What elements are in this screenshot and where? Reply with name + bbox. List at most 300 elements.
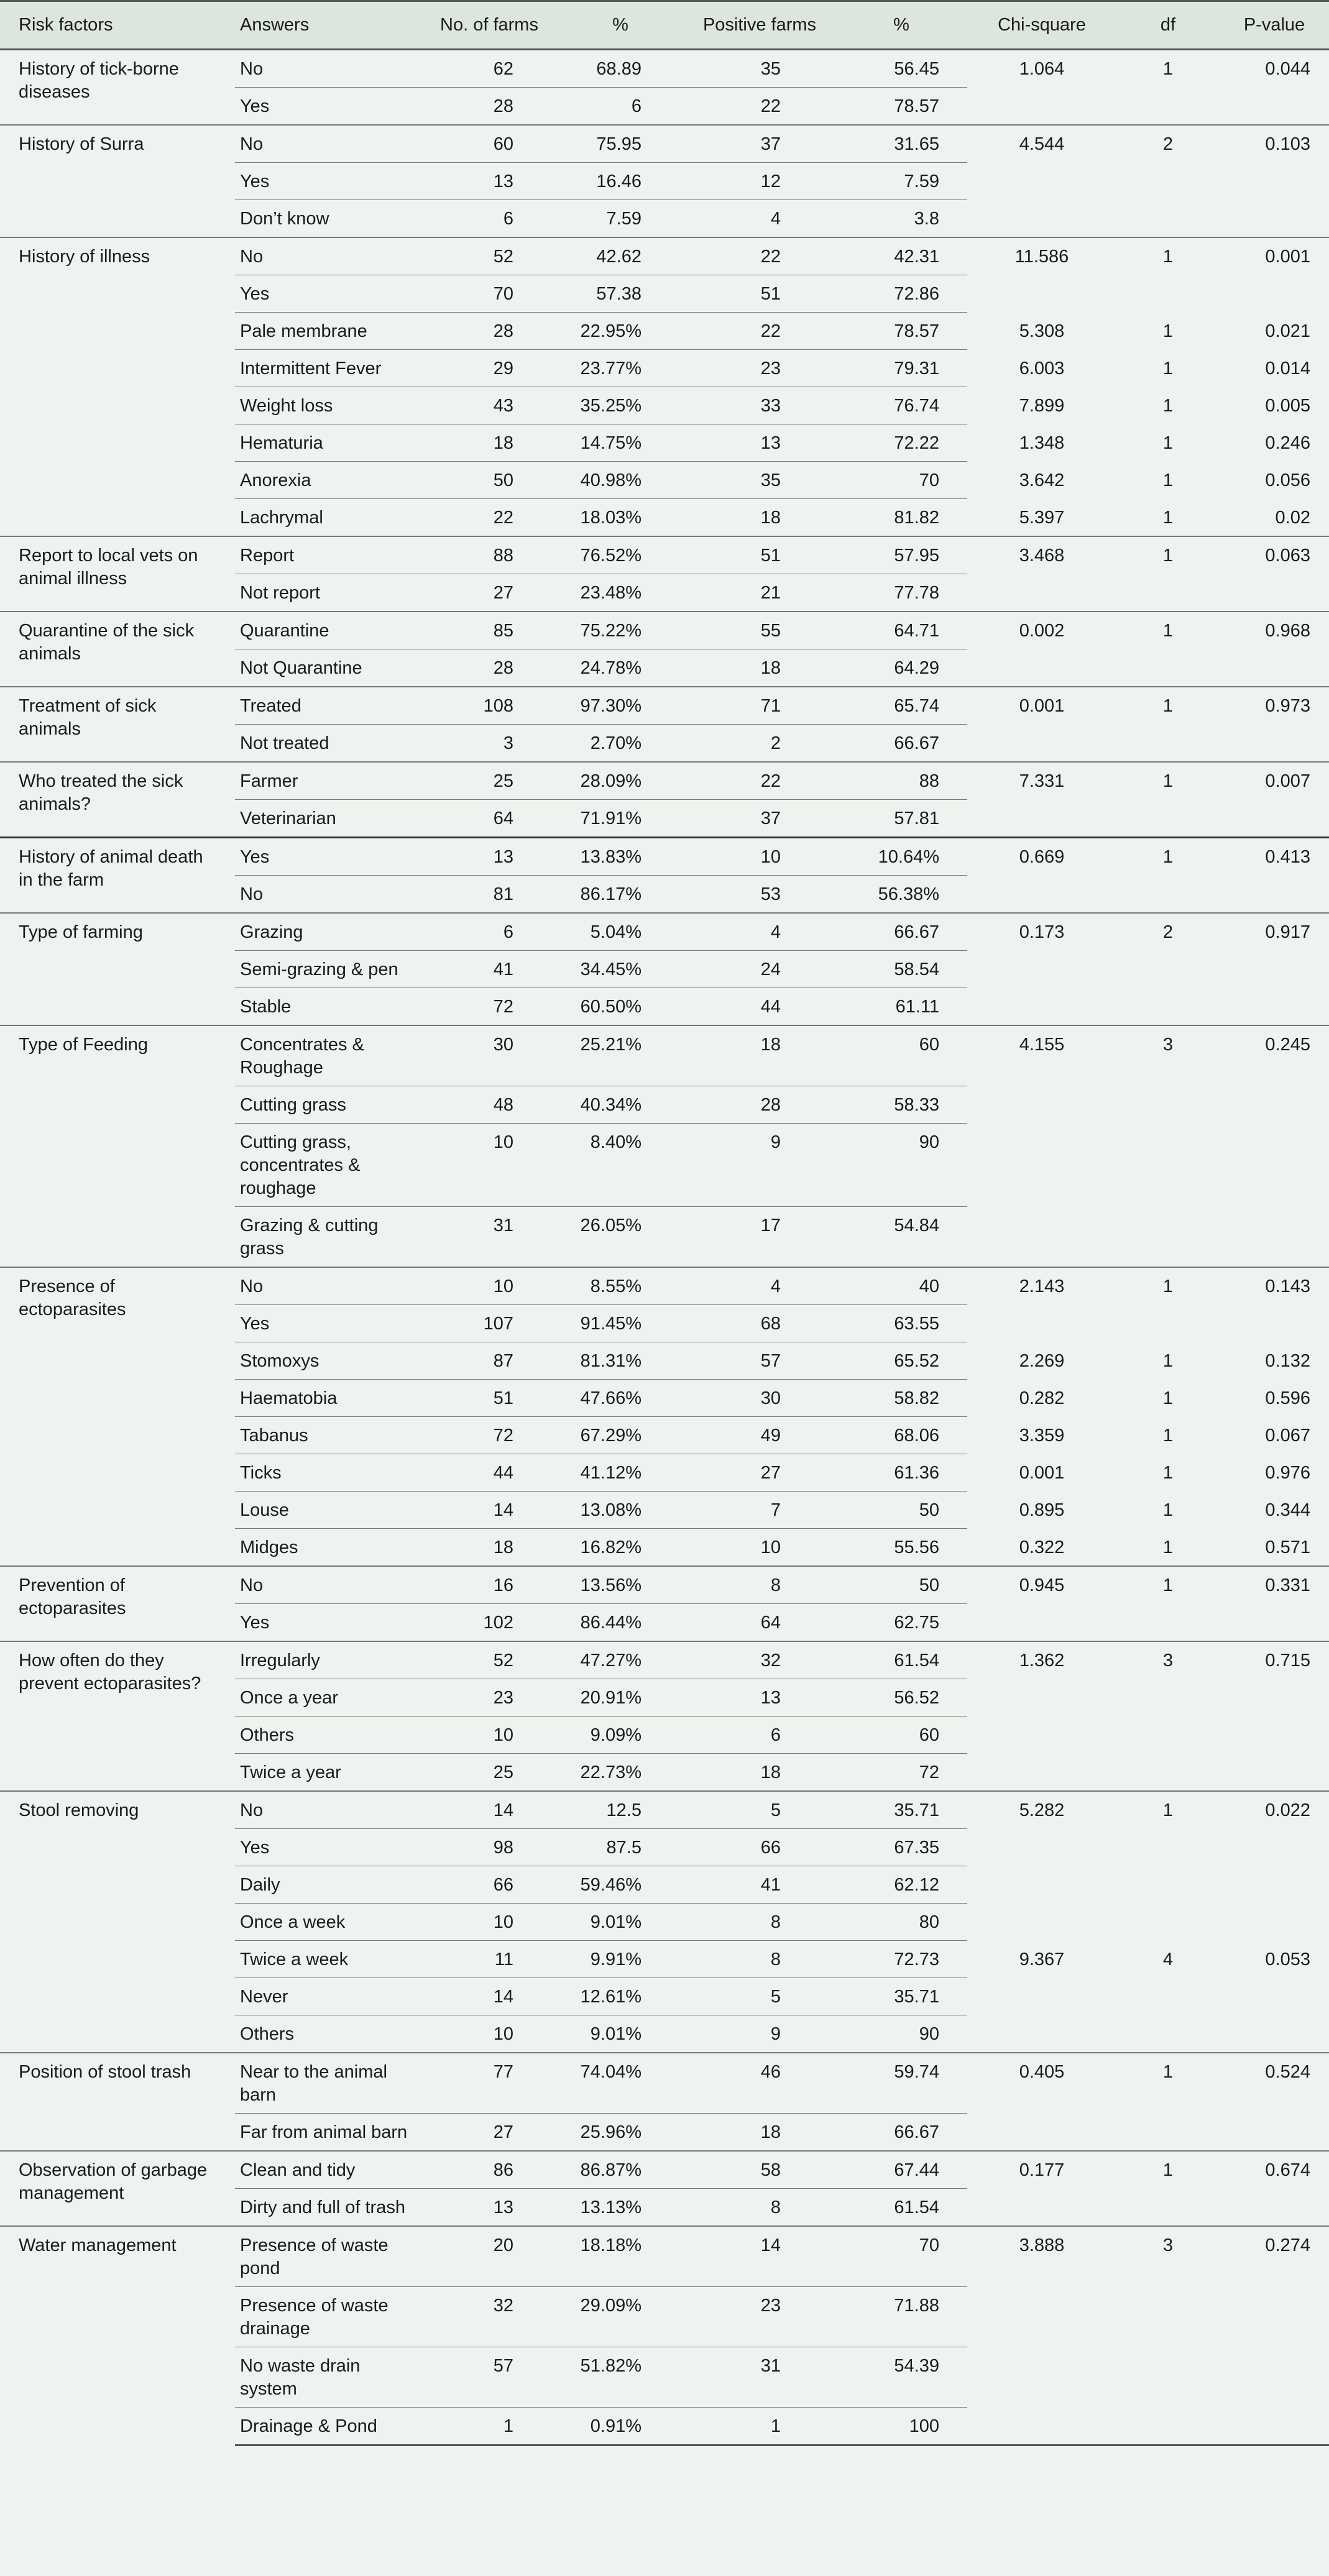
answer-cell: Tabanus [235, 1417, 421, 1454]
positive-farms-cell: 51 [684, 275, 835, 313]
risk-factor-cell: Type of farming [0, 913, 235, 1025]
answer-cell: Presence of waste pond [235, 2226, 421, 2287]
df-cell [1116, 951, 1220, 988]
df-cell: 1 [1162, 507, 1174, 528]
table-row [0, 838, 1329, 876]
chi-square-cell [967, 1978, 1116, 2015]
positive-percent-cell: 64.71 [835, 612, 967, 649]
no-of-farms-cell: 25 [421, 1754, 557, 1792]
df-cell: 1 [1162, 470, 1174, 490]
answer-cell: Daily [235, 1866, 421, 1904]
positive-farms-cell: 13 [684, 1679, 835, 1717]
positive-percent-cell: 90 [835, 1124, 967, 1207]
percent-cell: 28.09% [557, 762, 684, 800]
positive-percent-cell: 64.29 [835, 649, 967, 687]
percent-cell: 18.03% [557, 499, 684, 537]
no-of-farms-cell: 28 [421, 88, 557, 126]
p-value-cell [1220, 2408, 1329, 2445]
percent-cell: 74.04% [557, 2053, 684, 2114]
positive-percent-cell: 77.78 [835, 574, 967, 612]
risk-factor-cell: Water management [0, 2226, 235, 2445]
answer-cell: Grazing & cutting grass [235, 1207, 421, 1268]
answer-cell: Midges [235, 1529, 421, 1567]
positive-percent-cell: 35.71 [835, 1978, 967, 2015]
table-row [0, 50, 1329, 88]
risk-factor-cell: Treatment of sick animals [0, 687, 235, 762]
df-cell: 1 [1116, 762, 1220, 800]
answer-cell: Hematuria [235, 424, 421, 462]
percent-cell: 40.34% [557, 1086, 684, 1124]
positive-percent-cell: 54.84 [835, 1207, 967, 1268]
positive-farms-cell: 32 [684, 1641, 835, 1679]
positive-farms-cell: 5 [684, 1791, 835, 1829]
positive-percent-cell: 81.82 [835, 499, 967, 537]
no-of-farms-cell: 31 [421, 1207, 557, 1268]
risk-factor-cell: Stool removing [0, 1791, 235, 2053]
no-of-farms-cell: 13 [421, 163, 557, 200]
positive-percent-cell: 65.74 [835, 687, 967, 725]
p-value-cell: 0.067 [1265, 1425, 1310, 1446]
answer-cell: No [235, 237, 421, 275]
positive-percent-cell: 78.57 [835, 88, 967, 126]
chi-square-cell: 7.331 [967, 762, 1116, 800]
positive-percent-cell: 57.95 [835, 536, 967, 574]
risk-factor-cell: History of tick-borne diseases [19, 59, 179, 102]
positive-farms-cell: 68 [684, 1305, 835, 1342]
positive-farms-cell: 41 [684, 1866, 835, 1904]
df-cell [1116, 988, 1220, 1026]
positive-percent-cell: 72 [835, 1754, 967, 1792]
df-cell: 4 [1162, 1949, 1174, 1969]
answer-cell: Others [235, 2015, 421, 2053]
p-value-cell: 0.014 [1265, 358, 1310, 378]
risk-factor-cell: History of animal death in the farm [0, 838, 235, 914]
p-value-cell [1220, 2347, 1329, 2408]
chi-square-cell [967, 1305, 1116, 1342]
answer-cell: Yes [235, 1604, 421, 1642]
positive-percent-cell: 56.52 [835, 1679, 967, 1717]
positive-farms-cell: 9 [684, 1124, 835, 1207]
df-cell: 1 [1116, 1791, 1220, 1829]
positive-percent-cell: 66.67 [835, 725, 967, 763]
answer-cell: Quarantine [235, 612, 421, 649]
risk-factor-cell: Observation of garbage management [0, 2151, 235, 2226]
df-cell: 1 [1116, 612, 1220, 649]
header-percent: % [557, 1, 684, 50]
percent-cell: 75.95 [557, 125, 684, 163]
positive-percent-cell: 58.54 [835, 951, 967, 988]
percent-cell: 0.91% [557, 2408, 684, 2445]
df-cell: 1 [1162, 1350, 1174, 1371]
chi-square-cell [967, 800, 1116, 838]
positive-farms-cell: 35 [760, 59, 781, 79]
risk-factor-cell: Type of Feeding [0, 1025, 235, 1267]
percent-cell: 87.5 [557, 1829, 684, 1866]
positive-farms-cell: 8 [684, 1566, 835, 1604]
table-row [0, 2226, 1329, 2287]
no-of-farms-cell: 28 [421, 649, 557, 687]
positive-farms-cell: 30 [684, 1380, 835, 1417]
p-value-cell: 0.132 [1265, 1350, 1310, 1371]
positive-farms-cell: 37 [684, 125, 835, 163]
p-value-cell [1220, 2287, 1329, 2347]
positive-farms-cell: 51 [684, 536, 835, 574]
no-of-farms-cell: 1 [421, 2408, 557, 2445]
no-of-farms-cell: 18 [421, 1529, 557, 1567]
p-value-cell [1220, 725, 1329, 763]
p-value-cell: 0.413 [1220, 838, 1329, 876]
answer-cell: Cutting grass, concentrates & roughage [235, 1124, 421, 1207]
df-cell: 1 [1162, 358, 1174, 378]
answer-cell: Don’t know [235, 200, 421, 238]
percent-cell: 23.77% [557, 350, 684, 387]
no-of-farms-cell: 43 [421, 387, 557, 424]
positive-percent-cell: 42.31 [835, 237, 967, 275]
p-value-cell: 0.021 [1265, 321, 1310, 341]
p-value-cell: 0.524 [1220, 2053, 1329, 2114]
table-row [0, 2053, 1329, 2114]
no-of-farms-cell: 70 [421, 275, 557, 313]
chi-square-cell: 7.899 [1019, 395, 1065, 416]
df-cell [1116, 2015, 1220, 2053]
p-value-cell: 0.103 [1220, 125, 1329, 163]
positive-percent-cell: 79.31 [835, 350, 967, 387]
no-of-farms-cell: 87 [421, 1342, 557, 1380]
positive-percent-cell: 66.67 [835, 2114, 967, 2152]
df-cell: 2 [1116, 125, 1220, 163]
answer-cell: Semi-grazing & pen [235, 951, 421, 988]
p-value-cell [1220, 2015, 1329, 2053]
answer-cell: Farmer [235, 762, 421, 800]
percent-cell: 18.18% [557, 2226, 684, 2287]
p-value-cell [1220, 951, 1329, 988]
no-of-farms-cell: 10 [421, 1124, 557, 1207]
df-cell: 1 [1162, 59, 1174, 79]
positive-farms-cell: 53 [684, 876, 835, 914]
positive-percent-cell: 31.65 [835, 125, 967, 163]
header-answers: Answers [235, 1, 421, 50]
positive-percent-cell: 54.39 [835, 2347, 967, 2408]
answer-cell: Yes [235, 838, 421, 876]
no-of-farms-cell: 64 [421, 800, 557, 838]
no-of-farms-cell: 27 [421, 2114, 557, 2152]
df-cell: 1 [1162, 321, 1174, 341]
p-value-cell: 0.571 [1265, 1537, 1310, 1557]
df-cell [1116, 1124, 1220, 1207]
percent-cell: 13.56% [557, 1566, 684, 1604]
positive-percent-cell: 72.73 [835, 1941, 967, 1978]
df-cell: 1 [1162, 1500, 1174, 1520]
chi-square-cell: 3.642 [1019, 470, 1065, 490]
answer-cell: Others [235, 1717, 421, 1754]
p-value-cell [1220, 876, 1329, 914]
no-of-farms-cell: 30 [421, 1025, 557, 1086]
df-cell [1116, 2114, 1220, 2152]
no-of-farms-cell: 13 [421, 838, 557, 876]
no-of-farms-cell: 10 [421, 1904, 557, 1941]
answer-cell: Once a year [235, 1679, 421, 1717]
positive-percent-cell: 60 [835, 1717, 967, 1754]
positive-farms-cell: 10 [684, 1529, 835, 1567]
chi-square-cell [967, 1829, 1116, 1866]
no-of-farms-cell: 20 [421, 2226, 557, 2287]
percent-cell: 7.59 [557, 200, 684, 238]
chi-square-cell [967, 725, 1116, 763]
no-of-farms-cell: 52 [421, 1641, 557, 1679]
answer-cell: Far from animal barn [235, 2114, 421, 2152]
positive-percent-cell: 70 [835, 462, 967, 499]
percent-cell: 29.09% [557, 2287, 684, 2347]
p-value-cell: 0.344 [1265, 1500, 1310, 1520]
p-value-cell: 0.044 [1265, 59, 1310, 79]
positive-farms-cell: 18 [684, 1025, 835, 1086]
no-of-farms-cell: 98 [421, 1829, 557, 1866]
chi-square-cell: 9.367 [1019, 1949, 1065, 1969]
percent-cell: 76.52% [557, 536, 684, 574]
positive-percent-cell: 80 [835, 1904, 967, 1941]
chi-square-cell: 3.468 [967, 536, 1116, 574]
answer-cell: Yes [235, 1305, 421, 1342]
table-row [0, 762, 1329, 800]
answer-cell: Grazing [235, 913, 421, 951]
answer-cell: Treated [235, 687, 421, 725]
df-cell [1116, 2287, 1220, 2347]
no-of-farms-cell: 13 [421, 2189, 557, 2227]
no-of-farms-cell: 81 [421, 876, 557, 914]
positive-percent-cell: 70 [835, 2226, 967, 2287]
p-value-cell: 0.007 [1220, 762, 1329, 800]
positive-farms-cell: 64 [684, 1604, 835, 1642]
p-value-cell: 0.001 [1220, 237, 1329, 275]
answer-cell: Never [235, 1978, 421, 2015]
df-cell [1116, 1207, 1220, 1268]
positive-farms-cell: 49 [684, 1417, 835, 1454]
chi-square-cell [967, 88, 1116, 126]
percent-cell: 9.09% [557, 1717, 684, 1754]
positive-farms-cell: 55 [684, 612, 835, 649]
positive-percent-cell: 62.75 [835, 1604, 967, 1642]
percent-cell: 41.12% [557, 1454, 684, 1492]
positive-farms-cell: 4 [684, 1267, 835, 1305]
positive-farms-cell: 7 [684, 1492, 835, 1529]
positive-farms-cell: 37 [684, 800, 835, 838]
answer-cell: No [235, 1566, 421, 1604]
table-row [0, 1791, 1329, 1829]
positive-percent-cell: 35.71 [835, 1791, 967, 1829]
p-value-cell: 0.063 [1220, 536, 1329, 574]
no-of-farms-cell: 72 [421, 1417, 557, 1454]
df-cell [1116, 1829, 1220, 1866]
positive-farms-cell: 22 [684, 313, 835, 350]
chi-square-cell: 0.945 [967, 1566, 1116, 1604]
positive-percent-cell: 61.54 [835, 2189, 967, 2227]
percent-cell: 23.48% [557, 574, 684, 612]
percent-cell: 16.46 [557, 163, 684, 200]
chi-square-cell [967, 1604, 1116, 1642]
answer-cell: Drainage & Pond [235, 2408, 421, 2445]
percent-cell: 12.5 [557, 1791, 684, 1829]
p-value-cell: 0.02 [1275, 507, 1310, 528]
p-value-cell: 0.246 [1265, 433, 1310, 453]
percent-cell: 40.98% [557, 462, 684, 499]
positive-farms-cell: 58 [684, 2151, 835, 2189]
no-of-farms-cell: 66 [421, 1866, 557, 1904]
p-value-cell [1220, 2189, 1329, 2227]
positive-percent-cell: 100 [835, 2408, 967, 2445]
no-of-farms-cell: 28 [421, 313, 557, 350]
p-value-cell [1220, 1207, 1329, 1268]
p-value-cell [1220, 1086, 1329, 1124]
answer-cell: Yes [235, 275, 421, 313]
positive-farms-cell: 1 [684, 2408, 835, 2445]
positive-farms-cell: 18 [684, 1754, 835, 1792]
chi-square-cell: 0.895 [1019, 1500, 1065, 1520]
no-of-farms-cell: 44 [421, 1454, 557, 1492]
positive-percent-cell: 72.86 [835, 275, 967, 313]
df-cell: 3 [1116, 1025, 1220, 1086]
p-value-cell: 0.973 [1220, 687, 1329, 725]
positive-farms-cell: 14 [684, 2226, 835, 2287]
p-value-cell: 0.917 [1220, 913, 1329, 951]
percent-cell: 34.45% [557, 951, 684, 988]
no-of-farms-cell: 50 [421, 462, 557, 499]
positive-farms-cell: 4 [684, 200, 835, 238]
no-of-farms-cell: 6 [421, 913, 557, 951]
table-row [0, 1267, 1329, 1305]
risk-factor-cell: Presence of ectoparasites [0, 1267, 235, 1566]
df-cell [1116, 725, 1220, 763]
answer-cell: Not report [235, 574, 421, 612]
p-value-cell [1220, 1754, 1329, 1792]
percent-cell: 20.91% [557, 1679, 684, 1717]
answer-cell: No [235, 125, 421, 163]
header-no-of-farms: No. of farms [421, 1, 557, 50]
table-row [0, 125, 1329, 163]
positive-farms-cell: 18 [684, 649, 835, 687]
percent-cell: 9.91% [557, 1941, 684, 1978]
positive-farms-cell: 4 [684, 913, 835, 951]
df-cell [1116, 649, 1220, 687]
table-row [0, 1641, 1329, 1679]
no-of-farms-cell: 72 [421, 988, 557, 1026]
answer-cell: Intermittent Fever [235, 350, 421, 387]
answer-cell: Clean and tidy [235, 2151, 421, 2189]
percent-cell: 12.61% [557, 1978, 684, 2015]
chi-square-cell [967, 574, 1116, 612]
positive-farms-cell: 33 [684, 387, 835, 424]
df-cell [1116, 163, 1220, 200]
table-row [0, 536, 1329, 574]
df-cell [1116, 2189, 1220, 2227]
chi-square-cell: 0.001 [967, 687, 1116, 725]
answer-cell: Report [235, 536, 421, 574]
answer-cell: Not Quarantine [235, 649, 421, 687]
percent-cell: 6 [557, 88, 684, 126]
chi-square-cell [967, 1904, 1116, 1941]
chi-square-cell [967, 1754, 1116, 1792]
positive-farms-cell: 8 [684, 1904, 835, 1941]
positive-percent-cell: 88 [835, 762, 967, 800]
risk-factor-cell: Prevention of ectoparasites [0, 1566, 235, 1641]
positive-farms-cell: 24 [684, 951, 835, 988]
positive-farms-cell: 22 [684, 762, 835, 800]
table-body [0, 50, 1329, 2445]
table-row [0, 237, 1329, 275]
df-cell: 1 [1162, 1425, 1174, 1446]
df-cell [1116, 2408, 1220, 2445]
no-of-farms-cell: 48 [421, 1086, 557, 1124]
chi-square-cell: 2.143 [967, 1267, 1116, 1305]
no-of-farms-cell: 14 [421, 1791, 557, 1829]
no-of-farms-cell: 85 [421, 612, 557, 649]
df-cell: 1 [1162, 1537, 1174, 1557]
percent-cell: 14.75% [557, 424, 684, 462]
chi-square-cell: 3.888 [967, 2226, 1116, 2287]
p-value-cell: 0.056 [1265, 470, 1310, 490]
positive-farms-cell: 6 [684, 1717, 835, 1754]
answer-cell: Stable [235, 988, 421, 1026]
answer-cell: Veterinarian [235, 800, 421, 838]
p-value-cell: 0.022 [1220, 1791, 1329, 1829]
p-value-cell [1220, 1978, 1329, 2015]
answer-cell: Louse [235, 1492, 421, 1529]
answer-cell: Weight loss [235, 387, 421, 424]
answer-cell: Near to the animal barn [235, 2053, 421, 2114]
positive-farms-cell: 8 [684, 1941, 835, 1978]
no-of-farms-cell: 11 [421, 1941, 557, 1978]
positive-farms-cell: 44 [684, 988, 835, 1026]
positive-percent-cell: 63.55 [835, 1305, 967, 1342]
percent-cell: 5.04% [557, 913, 684, 951]
no-of-farms-cell: 102 [421, 1604, 557, 1642]
positive-farms-cell: 17 [684, 1207, 835, 1268]
df-cell: 3 [1116, 2226, 1220, 2287]
positive-farms-cell: 27 [684, 1454, 835, 1492]
positive-percent-cell: 67.44 [835, 2151, 967, 2189]
risk-factor-cell: Quarantine of the sick animals [0, 612, 235, 687]
percent-cell: 67.29% [557, 1417, 684, 1454]
df-cell [1116, 275, 1220, 313]
df-cell: 1 [1162, 395, 1174, 416]
chi-square-cell [967, 200, 1116, 238]
df-cell: 1 [1116, 2053, 1220, 2114]
p-value-cell [1220, 1904, 1329, 1941]
positive-farms-cell: 13 [684, 424, 835, 462]
no-of-farms-cell: 23 [421, 1679, 557, 1717]
chi-square-cell: 0.177 [967, 2151, 1116, 2189]
chi-square-cell [967, 1207, 1116, 1268]
df-cell [1116, 1679, 1220, 1717]
no-of-farms-cell: 10 [421, 1267, 557, 1305]
answer-cell: No [235, 876, 421, 914]
df-cell [1116, 1604, 1220, 1642]
positive-farms-cell: 12 [684, 163, 835, 200]
table-row [0, 913, 1329, 951]
risk-factor-cell: Who treated the sick animals? [0, 762, 235, 838]
df-cell [1116, 1305, 1220, 1342]
positive-farms-cell: 8 [684, 2189, 835, 2227]
percent-cell: 71.91% [557, 800, 684, 838]
table-row [0, 2151, 1329, 2189]
positive-farms-cell: 22 [684, 88, 835, 126]
positive-percent-cell: 56.45 [894, 59, 939, 79]
chi-square-cell: 4.155 [967, 1025, 1116, 1086]
positive-farms-cell: 66 [684, 1829, 835, 1866]
no-of-farms-cell: 108 [421, 687, 557, 725]
no-of-farms-cell: 60 [421, 125, 557, 163]
header-positive-percent: % [835, 1, 967, 50]
df-cell [1116, 1866, 1220, 1904]
